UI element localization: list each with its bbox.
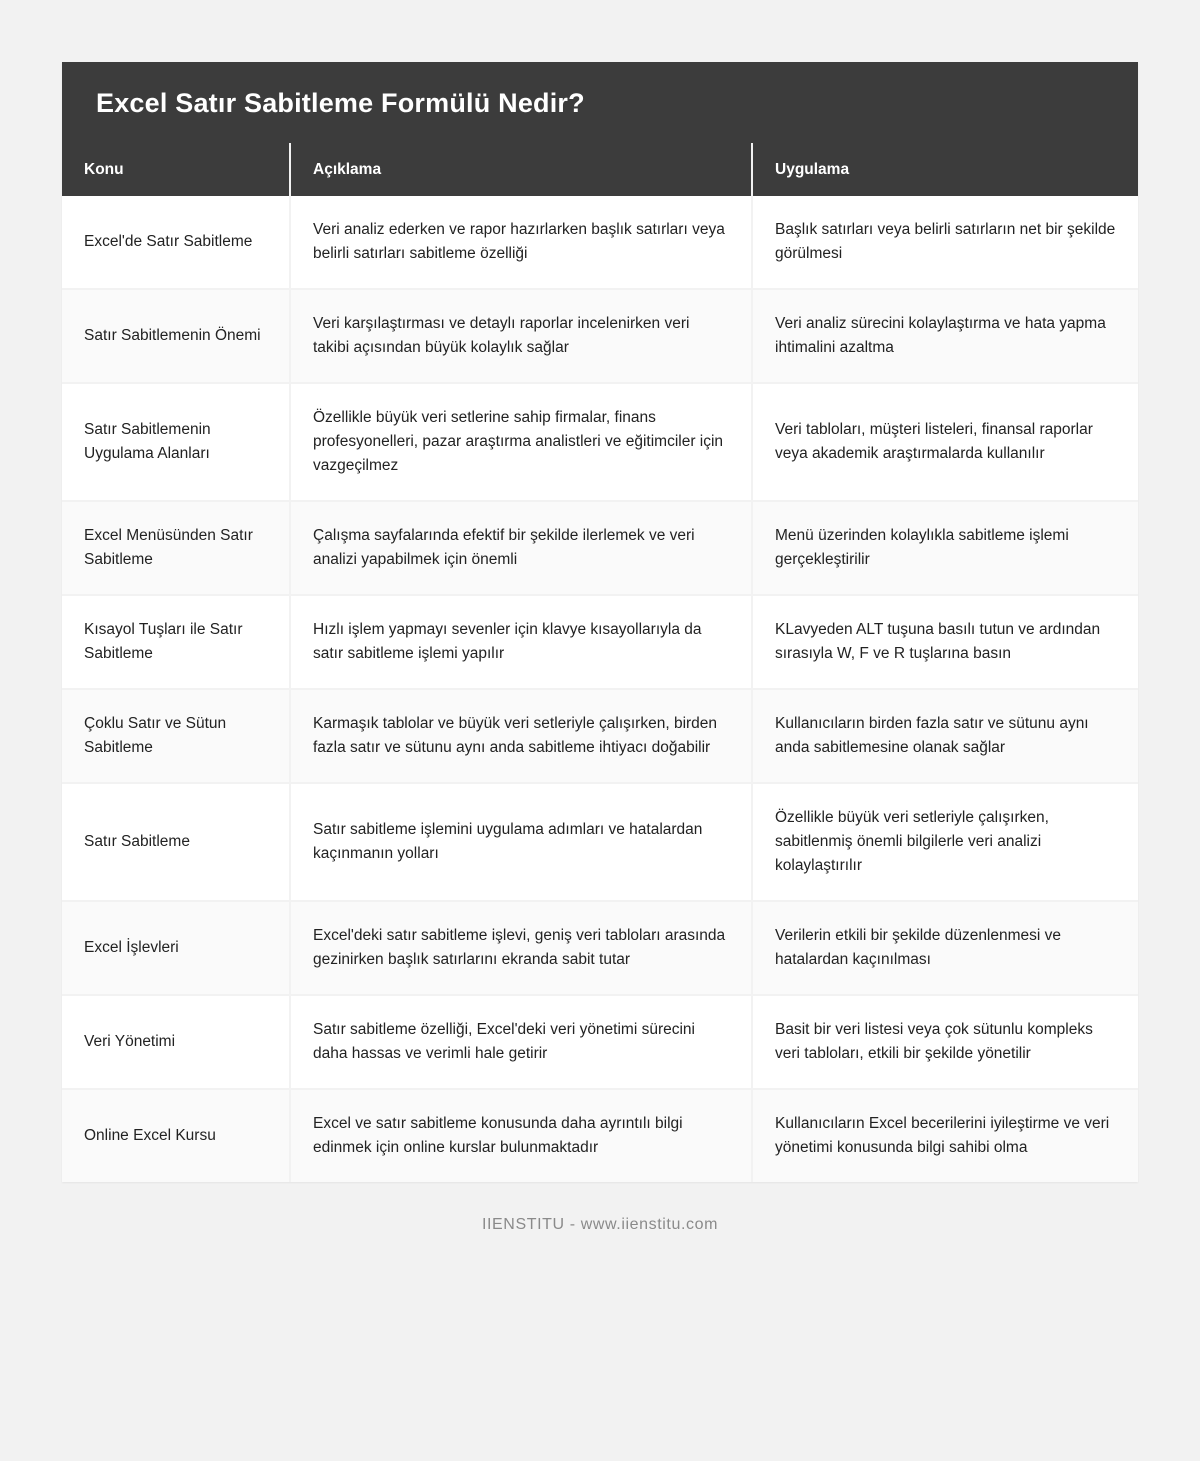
cell-uygulama: KLavyeden ALT tuşuna basılı tutun ve ardından sırasıyla W, F ve R tuşlarına basın: [752, 595, 1138, 689]
cell-konu: Çoklu Satır ve Sütun Sabitleme: [62, 689, 290, 783]
cell-aciklama: Satır sabitleme işlemini uygulama adımları ve hatalardan kaçınmanın yolları: [290, 783, 752, 901]
cell-aciklama: Hızlı işlem yapmayı sevenler için klavye kısayollarıyla da satır sabitleme işlemi yapılır: [290, 595, 752, 689]
table-row: [62, 595, 1138, 689]
cell-uygulama: Özellikle büyük veri setleriyle çalışırken, sabitlenmiş önemli bilgilerle veri analizi kolaylaştırılır: [752, 783, 1138, 901]
table-header-row: [62, 143, 1138, 196]
cell-aciklama: Excel ve satır sabitleme konusunda daha ayrıntılı bilgi edinmek için online kurslar bulunmaktadır: [290, 1089, 752, 1182]
cell-konu: Satır Sabitlemenin Uygulama Alanları: [62, 383, 290, 501]
cell-uygulama: Kullanıcıların Excel becerilerini iyileştirme ve veri yönetimi konusunda bilgi sahibi olma: [752, 1089, 1138, 1182]
cell-uygulama: Kullanıcıların birden fazla satır ve sütunu aynı anda sabitlemesine olanak sağlar: [752, 689, 1138, 783]
table-row: [62, 383, 1138, 501]
cell-konu: Satır Sabitlemenin Önemi: [62, 289, 290, 383]
cell-aciklama: Özellikle büyük veri setlerine sahip firmalar, finans profesyonelleri, pazar araştırma analistleri ve eğitimciler için vazgeçilmez: [290, 383, 752, 501]
table-row: [62, 1089, 1138, 1182]
cell-aciklama: Karmaşık tablolar ve büyük veri setleriyle çalışırken, birden fazla satır ve sütunu aynı anda sabitleme ihtiyacı doğabilir: [290, 689, 752, 783]
table-row: [62, 901, 1138, 995]
cell-uygulama: Veri analiz sürecini kolaylaştırma ve hata yapma ihtimalini azaltma: [752, 289, 1138, 383]
cell-aciklama: Excel'deki satır sabitleme işlevi, geniş veri tabloları arasında gezinirken başlık satırlarını ekranda sabit tutar: [290, 901, 752, 995]
table-row: [62, 501, 1138, 595]
cell-aciklama: Veri analiz ederken ve rapor hazırlarken başlık satırları veya belirli satırları sabitleme özelliği: [290, 196, 752, 289]
cell-uygulama: Basit bir veri listesi veya çok sütunlu kompleks veri tabloları, etkili bir şekilde yönetilir: [752, 995, 1138, 1089]
title-bar: [62, 62, 1138, 143]
cell-konu: Kısayol Tuşları ile Satır Sabitleme: [62, 595, 290, 689]
table-row: [62, 783, 1138, 901]
table-row: [62, 689, 1138, 783]
table-row: [62, 289, 1138, 383]
table-row: [62, 196, 1138, 289]
content-card: [62, 62, 1138, 1182]
cell-uygulama: Başlık satırları veya belirli satırların net bir şekilde görülmesi: [752, 196, 1138, 289]
column-header-uygulama: Uygulama: [752, 143, 1138, 196]
info-table: [62, 143, 1138, 1182]
cell-uygulama: Veri tabloları, müşteri listeleri, finansal raporlar veya akademik araştırmalarda kullanılır: [752, 383, 1138, 501]
footer-credit: IIENSTITU - www.iienstitu.com: [481, 1216, 719, 1234]
cell-konu: Excel Menüsünden Satır Sabitleme: [62, 501, 290, 595]
column-header-aciklama: Açıklama: [290, 143, 752, 196]
cell-konu: Online Excel Kursu: [62, 1089, 290, 1182]
cell-konu: Excel'de Satır Sabitleme: [62, 196, 290, 289]
cell-konu: Satır Sabitleme: [62, 783, 290, 901]
cell-uygulama: Menü üzerinden kolaylıkla sabitleme işlemi gerçekleştirilir: [752, 501, 1138, 595]
column-header-konu: Konu: [62, 143, 290, 196]
cell-konu: Excel İşlevleri: [62, 901, 290, 995]
table-header: [62, 143, 1138, 196]
table-body: [62, 196, 1138, 1182]
cell-aciklama: Satır sabitleme özelliği, Excel'deki veri yönetimi sürecini daha hassas ve verimli hale getirir: [290, 995, 752, 1089]
cell-uygulama: Verilerin etkili bir şekilde düzenlenmesi ve hatalardan kaçınılması: [752, 901, 1138, 995]
cell-aciklama: Veri karşılaştırması ve detaylı raporlar incelenirken veri takibi açısından büyük kolaylık sağlar: [290, 289, 752, 383]
table-row: [62, 995, 1138, 1089]
page-title: Excel Satır Sabitleme Formülü Nedir?: [96, 88, 585, 118]
cell-konu: Veri Yönetimi: [62, 995, 290, 1089]
cell-aciklama: Çalışma sayfalarında efektif bir şekilde ilerlemek ve veri analizi yapabilmek için önemli: [290, 501, 752, 595]
